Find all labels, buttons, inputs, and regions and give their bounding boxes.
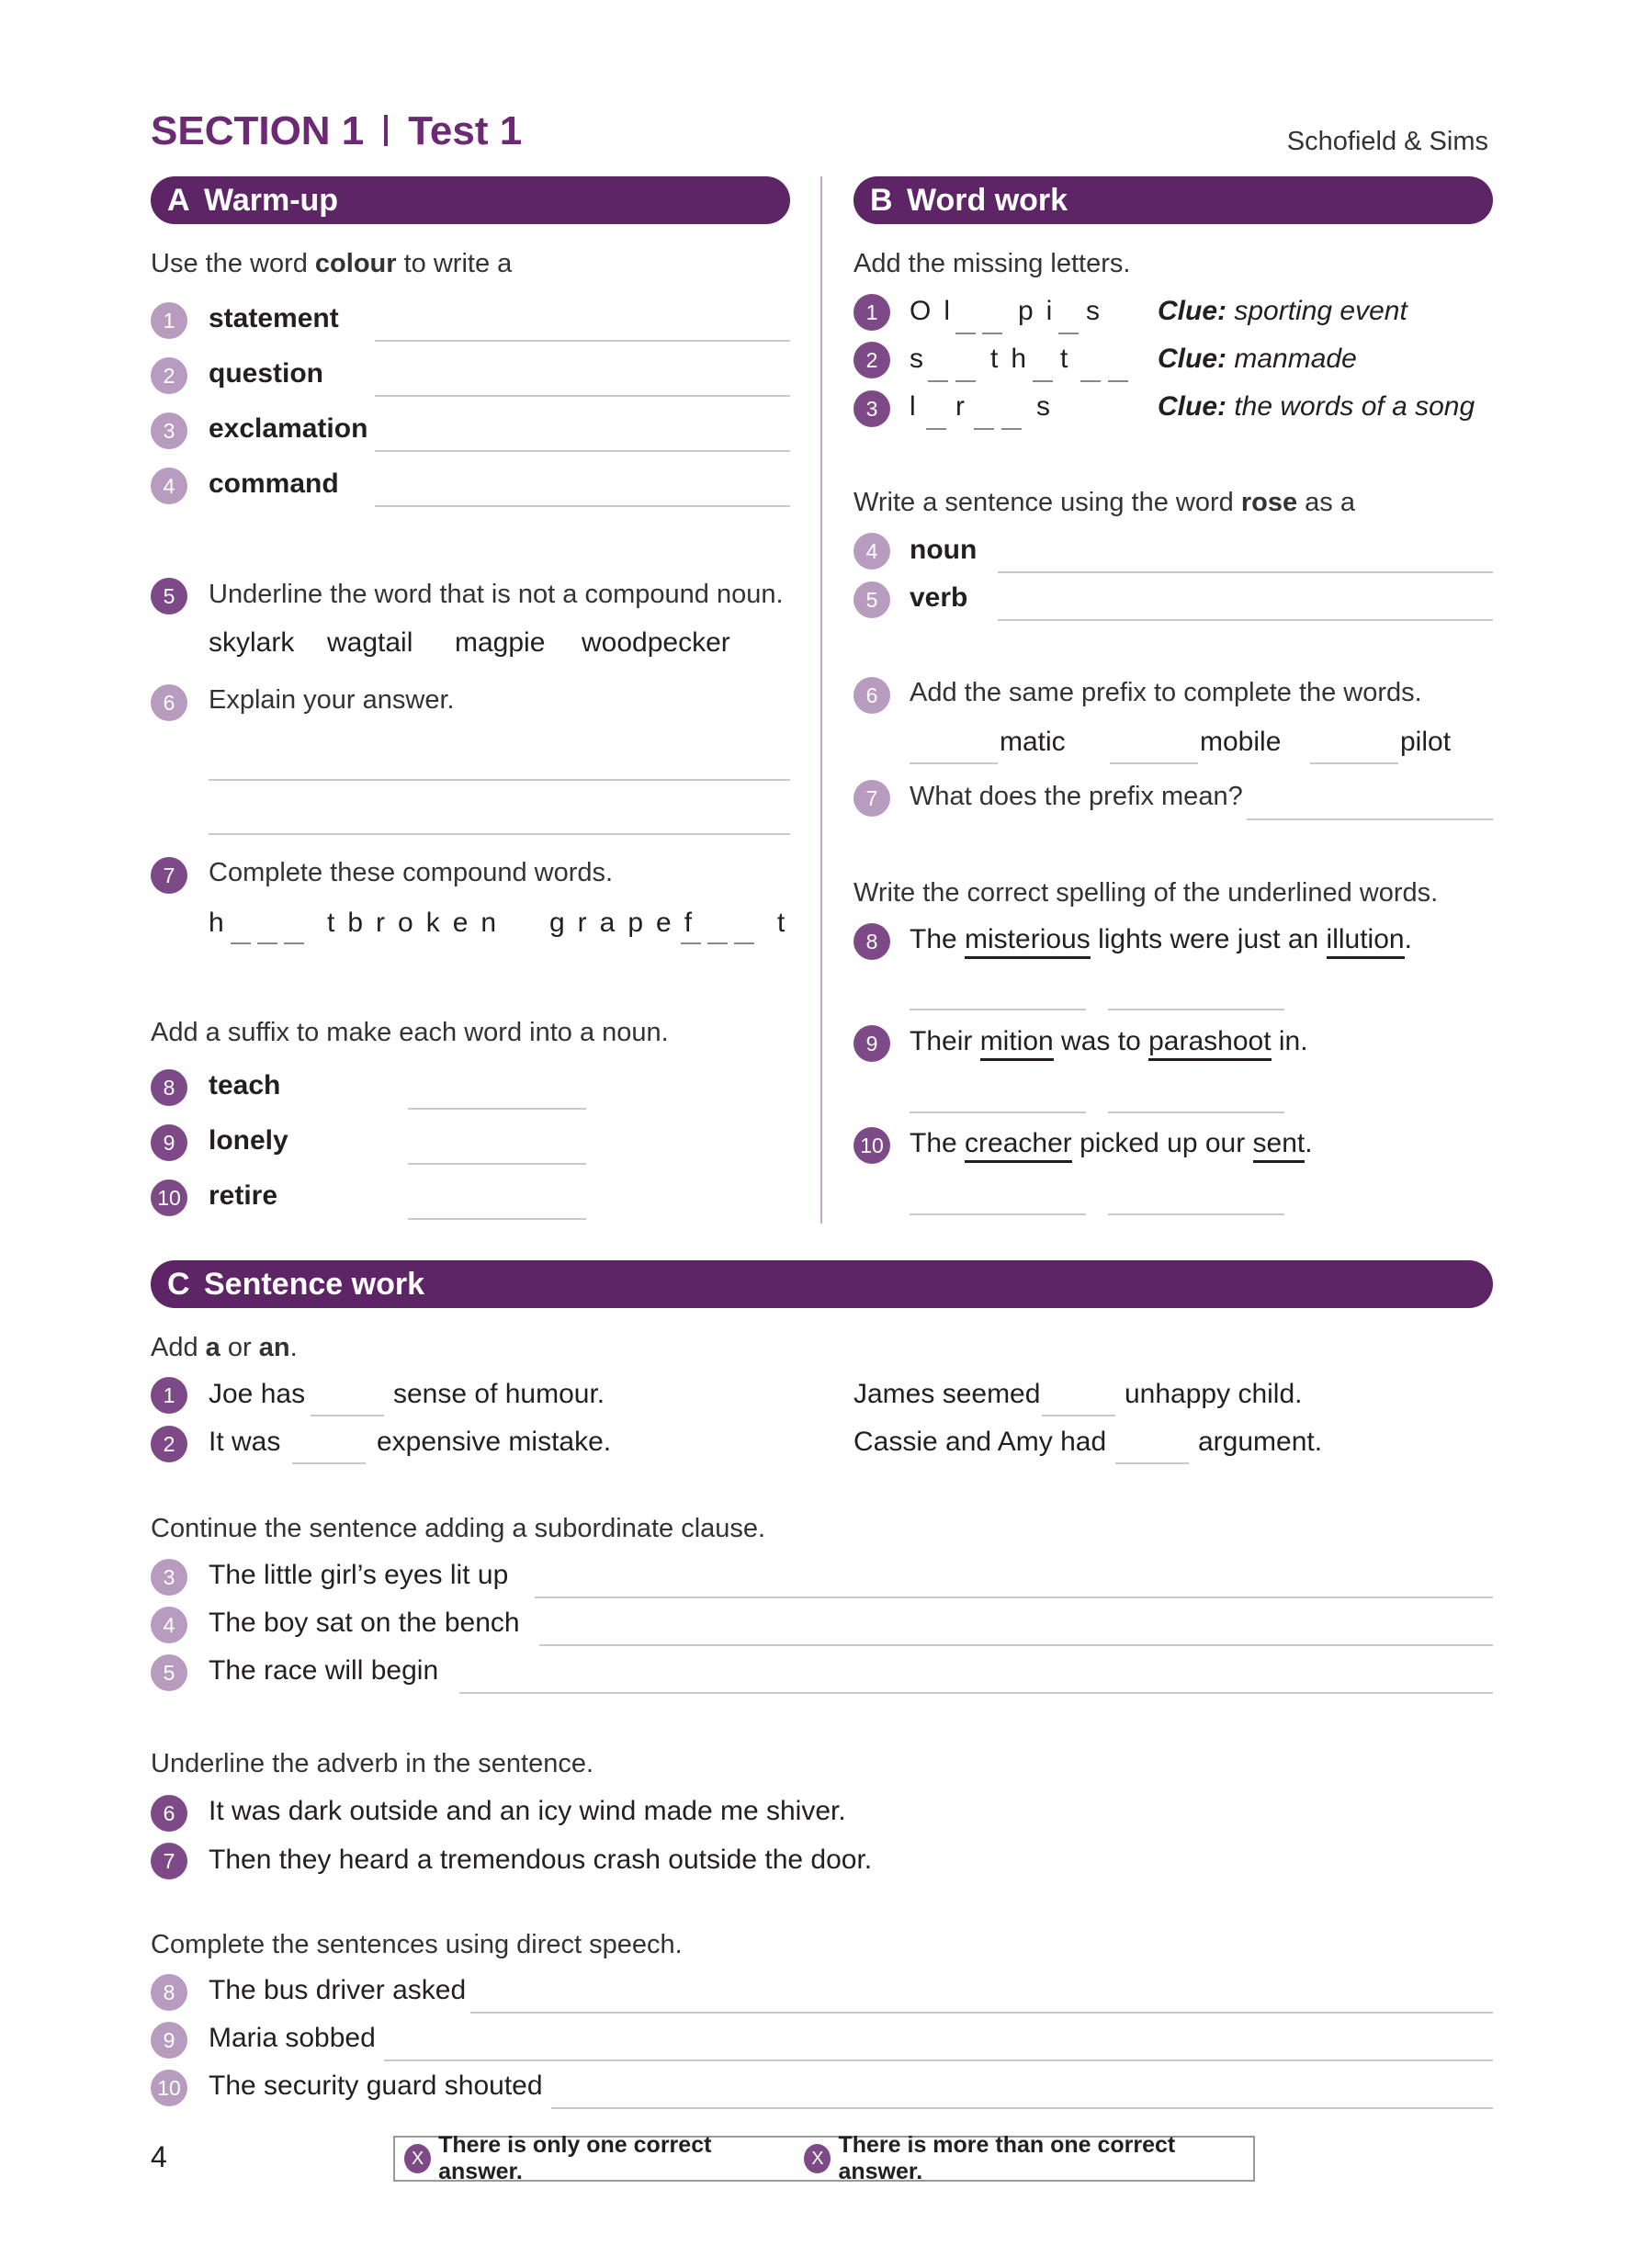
instruction-text: to write a xyxy=(396,249,513,278)
sentence-type-label: question xyxy=(209,358,323,389)
question-number: 3 xyxy=(853,390,890,427)
question-number: 8 xyxy=(151,1069,187,1106)
sentence-text: Their xyxy=(910,1026,980,1056)
section-a-instruction xyxy=(151,249,512,279)
sentence-text: picked up our xyxy=(1071,1128,1253,1158)
article-blank[interactable] xyxy=(1115,1462,1189,1464)
letter-blank[interactable] xyxy=(1108,380,1128,382)
letter-blank[interactable] xyxy=(955,333,976,334)
sentence-text: lights were just an xyxy=(1090,924,1327,954)
question-text: What does the prefix mean? xyxy=(910,782,1243,811)
letter-blank[interactable] xyxy=(681,942,701,944)
clue-label: Clue: xyxy=(1158,296,1226,326)
legend-multiple-answers xyxy=(804,2132,1227,2185)
letter-blank[interactable] xyxy=(231,942,251,944)
question-number: 5 xyxy=(151,1654,187,1691)
word-fragment: th xyxy=(990,344,1040,374)
question-text: Explain your answer. xyxy=(209,685,455,715)
question-number: 9 xyxy=(853,1025,890,1062)
answer-line[interactable] xyxy=(408,1108,586,1110)
sentence-text: The xyxy=(910,1128,966,1158)
instruction-text: . xyxy=(289,1333,298,1362)
underlined-word: parashoot xyxy=(1148,1026,1271,1061)
question-number: 5 xyxy=(853,581,890,618)
answer-line[interactable] xyxy=(1247,818,1493,820)
question-text: Add the same prefix to complete the words. xyxy=(910,678,1422,707)
question-number: 10 xyxy=(853,1127,890,1164)
answer-line[interactable] xyxy=(375,395,790,397)
section-c-instruction xyxy=(151,1333,298,1363)
word-class-label: verb xyxy=(910,582,968,613)
section-label: SECTION 1 xyxy=(151,108,365,153)
word-fragment: s xyxy=(1036,391,1050,422)
cross-icon: X xyxy=(404,2144,431,2173)
sentence-start: The boy sat on the bench xyxy=(209,1608,520,1638)
question-number: 2 xyxy=(151,1426,187,1462)
instruction-keyword: an xyxy=(258,1333,290,1362)
instruction-text: Write a sentence using the word xyxy=(853,488,1241,517)
underlined-word: misterious xyxy=(965,924,1091,959)
letter-blank[interactable] xyxy=(1033,380,1053,382)
article-blank[interactable] xyxy=(311,1415,384,1416)
clue-label: Clue: xyxy=(1158,391,1226,422)
answer-line[interactable] xyxy=(998,571,1493,573)
suffix-word: teach xyxy=(209,1070,281,1100)
section-c-header xyxy=(151,1260,1493,1308)
sentence-type-label: exclamation xyxy=(209,413,368,444)
sentence-text: was to xyxy=(1053,1026,1149,1056)
prefix-blank[interactable] xyxy=(1110,762,1198,764)
letter-blank[interactable] xyxy=(926,428,946,430)
compound-word-start: h xyxy=(209,908,224,938)
clue-text: manmade xyxy=(1234,344,1357,374)
compound-word-start: grapef xyxy=(549,908,706,938)
question-number: 10 xyxy=(151,1179,187,1216)
question-number: 6 xyxy=(853,677,890,714)
question-number: 7 xyxy=(853,780,890,817)
word-fragment: Ol xyxy=(910,296,963,326)
answer-line[interactable] xyxy=(209,779,790,781)
answer-line[interactable] xyxy=(535,1597,1493,1598)
section-b-letter: B xyxy=(870,182,893,218)
letter-blank[interactable] xyxy=(982,333,1002,334)
spelling-sentence xyxy=(910,1026,1308,1057)
answer-line[interactable] xyxy=(910,1009,1086,1010)
question-number: 2 xyxy=(853,342,890,378)
answer-line[interactable] xyxy=(375,340,790,342)
legend-text: There is more than one correct answer. xyxy=(838,2132,1176,2184)
title-separator xyxy=(384,115,388,146)
answer-line[interactable] xyxy=(459,1692,1493,1694)
section-b-header xyxy=(853,176,1493,224)
word-option[interactable]: wagtail xyxy=(327,627,413,658)
question-number: 1 xyxy=(151,1377,187,1414)
answer-legend xyxy=(393,2132,1255,2184)
sentence-end: sense of humour. xyxy=(393,1379,605,1409)
sentence-end: unhappy child. xyxy=(1125,1379,1303,1409)
answer-line[interactable] xyxy=(539,1644,1493,1646)
answer-line[interactable] xyxy=(1108,1213,1284,1215)
sentence-start: The little girl’s eyes lit up xyxy=(209,1560,509,1590)
instruction-text: or xyxy=(220,1333,259,1362)
page-title xyxy=(151,108,522,154)
speech-instruction: Complete the sentences using direct speech. xyxy=(151,1930,683,1959)
answer-line[interactable] xyxy=(551,2107,1493,2109)
word-class-label: noun xyxy=(910,535,978,565)
section-b-title: Word work xyxy=(907,182,1068,218)
answer-line[interactable] xyxy=(384,2059,1493,2061)
question-text: Complete these compound words. xyxy=(209,858,614,887)
section-b-instruction: Add the missing letters. xyxy=(853,249,1131,278)
question-number: 8 xyxy=(853,923,890,960)
sentence-start: The race will begin xyxy=(209,1655,439,1686)
section-c-title: Sentence work xyxy=(204,1266,424,1302)
letter-blank[interactable] xyxy=(707,942,728,944)
sentence-text: . xyxy=(1404,924,1412,954)
question-number: 9 xyxy=(151,1124,187,1161)
answer-line[interactable] xyxy=(375,505,790,507)
underlined-word: sent xyxy=(1253,1128,1306,1163)
sentence-start: Maria sobbed xyxy=(209,2023,376,2053)
answer-line[interactable] xyxy=(470,2012,1493,2014)
question-number: 2 xyxy=(151,357,187,394)
instruction-text: as a xyxy=(1297,488,1355,517)
word-stem: mobile xyxy=(1200,727,1282,757)
spelling-instruction: Write the correct spelling of the underlined words. xyxy=(853,878,1439,908)
article-blank[interactable] xyxy=(292,1462,366,1464)
answer-line[interactable] xyxy=(408,1163,586,1165)
suffix-word: lonely xyxy=(209,1125,288,1156)
clue-text: sporting event xyxy=(1234,296,1407,326)
word-fragment: t xyxy=(1060,344,1068,374)
letter-blank[interactable] xyxy=(257,942,277,944)
instruction-keyword: rose xyxy=(1240,488,1298,517)
question-number: 8 xyxy=(151,1974,187,2011)
sentence-start: The bus driver asked xyxy=(209,1975,467,2005)
question-number: 7 xyxy=(151,857,187,894)
letter-blank[interactable] xyxy=(734,942,754,944)
article-blank[interactable] xyxy=(1042,1415,1115,1416)
question-number: 1 xyxy=(151,302,187,339)
sentence-type-label: statement xyxy=(209,303,339,333)
clue xyxy=(1158,391,1475,423)
clue-label: Clue: xyxy=(1158,344,1226,374)
suffix-word: retire xyxy=(209,1180,278,1211)
underlined-word: mition xyxy=(980,1026,1054,1061)
answer-line[interactable] xyxy=(408,1218,586,1220)
letter-blank[interactable] xyxy=(974,428,994,430)
letter-blank[interactable] xyxy=(1058,333,1079,334)
sentence-end: argument. xyxy=(1198,1427,1323,1457)
publisher-name: Schofield & Sims xyxy=(1286,127,1488,156)
letter-blank[interactable] xyxy=(284,942,304,944)
adverb-instruction: Underline the adverb in the sentence. xyxy=(151,1749,594,1778)
cross-icon: X xyxy=(804,2144,831,2173)
suffix-instruction: Add a suffix to make each word into a noun. xyxy=(151,1018,669,1047)
column-divider xyxy=(820,176,822,1224)
page-number: 4 xyxy=(151,2140,167,2173)
question-number: 6 xyxy=(151,684,187,721)
test-label: Test 1 xyxy=(408,108,523,153)
answer-line[interactable] xyxy=(910,1213,1086,1215)
adverb-sentence[interactable]: It was dark outside and an icy wind made me shiver. xyxy=(209,1796,846,1826)
word-fragment: r xyxy=(955,391,965,422)
question-number: 9 xyxy=(151,2022,187,2059)
answer-line[interactable] xyxy=(1108,1009,1284,1010)
clue xyxy=(1158,296,1407,327)
sentence-text: The xyxy=(910,924,966,954)
answer-line[interactable] xyxy=(1108,1111,1284,1113)
sentence-start: The security guard shouted xyxy=(209,2071,543,2101)
compound-word-end: t xyxy=(777,908,786,938)
compound-word-end: tbroken xyxy=(327,908,510,938)
rose-instruction xyxy=(853,488,1355,518)
question-number: 4 xyxy=(151,1607,187,1643)
sentence-end: expensive mistake. xyxy=(377,1427,612,1457)
question-number: 3 xyxy=(151,1559,187,1596)
underlined-word: illution xyxy=(1327,924,1405,959)
sentence-text: in. xyxy=(1271,1026,1308,1056)
sentence-text: . xyxy=(1305,1128,1313,1158)
question-number: 5 xyxy=(151,578,187,615)
word-option[interactable]: skylark xyxy=(209,627,295,658)
letter-blank[interactable] xyxy=(928,380,948,382)
question-number: 4 xyxy=(151,468,187,504)
word-option[interactable]: magpie xyxy=(455,627,546,658)
legend-single-answer xyxy=(404,2132,769,2185)
sentence-start: Joe has xyxy=(209,1379,306,1409)
section-a-header xyxy=(151,176,790,224)
question-number: 10 xyxy=(151,2070,187,2106)
question-number: 1 xyxy=(853,294,890,331)
question-number: 6 xyxy=(151,1795,187,1832)
word-stem: pilot xyxy=(1400,727,1452,757)
word-option[interactable]: woodpecker xyxy=(582,627,730,658)
section-a-title: Warm-up xyxy=(204,182,339,218)
word-fragment: l xyxy=(910,391,916,422)
question-number: 4 xyxy=(853,533,890,570)
word-fragment: s xyxy=(1086,296,1100,326)
answer-line[interactable] xyxy=(910,1111,1086,1113)
legend-text: There is only one correct answer. xyxy=(438,2132,712,2184)
clause-instruction: Continue the sentence adding a subordinate clause. xyxy=(151,1514,766,1543)
instruction-text: Add xyxy=(151,1333,206,1362)
sentence-start: James seemed xyxy=(853,1379,1041,1409)
clue xyxy=(1158,344,1357,375)
instruction-keyword: a xyxy=(205,1333,220,1362)
question-number: 7 xyxy=(151,1843,187,1879)
word-fragment: s xyxy=(910,344,923,374)
clue-text: the words of a song xyxy=(1234,391,1475,422)
prefix-blank[interactable] xyxy=(1310,762,1398,764)
word-stem: matic xyxy=(1000,727,1066,757)
adverb-sentence[interactable]: Then they heard a tremendous crash outside the door. xyxy=(209,1845,873,1875)
answer-line[interactable] xyxy=(209,833,790,835)
sentence-type-label: command xyxy=(209,468,339,499)
question-number: 3 xyxy=(151,412,187,449)
answer-line[interactable] xyxy=(998,619,1493,621)
letter-blank[interactable] xyxy=(1001,428,1022,430)
spelling-sentence xyxy=(910,924,1412,955)
letter-blank[interactable] xyxy=(955,380,976,382)
question-text: Underline the word that is not a compound noun. xyxy=(209,580,784,609)
underlined-word: creacher xyxy=(965,1128,1072,1163)
word-fragment: pi xyxy=(1018,296,1066,326)
instruction-keyword: colour xyxy=(314,249,397,278)
section-c-letter: C xyxy=(167,1266,190,1302)
sentence-start: Cassie and Amy had xyxy=(853,1427,1107,1457)
prefix-blank[interactable] xyxy=(910,762,998,764)
sentence-start: It was xyxy=(209,1427,281,1457)
section-a-letter: A xyxy=(167,182,190,218)
letter-blank[interactable] xyxy=(1080,380,1101,382)
answer-line[interactable] xyxy=(375,450,790,452)
spelling-sentence xyxy=(910,1128,1313,1159)
instruction-text: Use the word xyxy=(151,249,315,278)
